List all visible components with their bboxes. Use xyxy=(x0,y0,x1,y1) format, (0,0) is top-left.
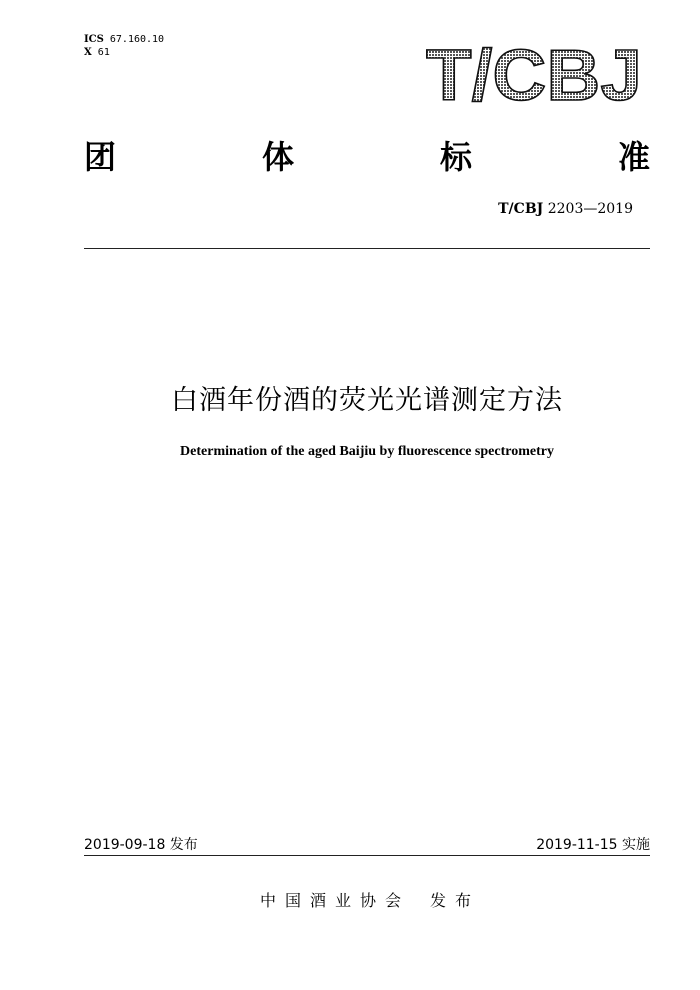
standard-code: 2203—2019 xyxy=(547,201,633,217)
logo-text: T/CBJ xyxy=(426,36,642,108)
footer-divider xyxy=(84,855,650,856)
class-line xyxy=(84,46,164,59)
standard-type-heading xyxy=(84,130,650,180)
publisher xyxy=(260,888,480,911)
implement-date: 2019-11-15 实施 xyxy=(536,837,650,853)
ics-label: ICS xyxy=(84,34,104,45)
type-char-1: 团 xyxy=(84,138,117,176)
class-letter: X xyxy=(84,47,92,58)
publisher-name: 中国酒业协会 xyxy=(260,891,411,910)
type-char-2: 体 xyxy=(261,138,294,176)
standard-prefix: T/CBJ xyxy=(498,201,544,217)
class-code: 61 xyxy=(97,47,110,58)
ics-line xyxy=(84,33,164,46)
title-english: Determination of the aged Baijiu by fluorescence spectrometry xyxy=(180,444,554,459)
issue-date: 2019-09-18 发布 xyxy=(84,837,198,853)
tcbj-logo xyxy=(420,36,650,108)
title-chinese: 白酒年份酒的荧光光谱测定方法 xyxy=(171,385,563,416)
header-divider xyxy=(84,248,650,249)
standard-number xyxy=(498,201,633,217)
type-char-4: 准 xyxy=(617,138,650,176)
classification-codes xyxy=(84,33,164,59)
ics-code: 67.160.10 xyxy=(109,34,165,45)
type-char-3: 标 xyxy=(439,138,472,176)
publisher-action: 发布 xyxy=(430,891,481,910)
